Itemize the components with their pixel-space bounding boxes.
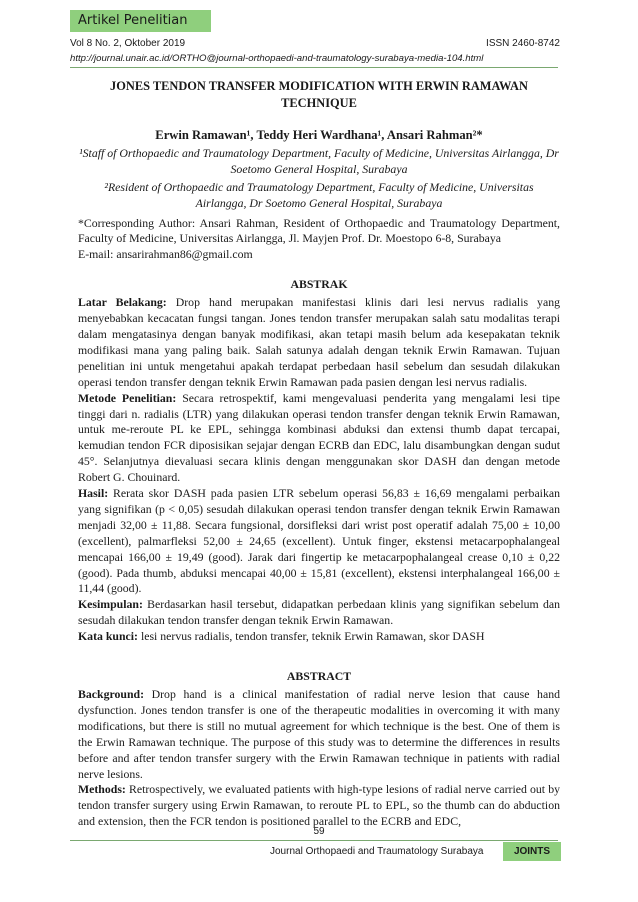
kesimpulan-text: Berdasarkan hasil tersebut, didapatkan perbedaan klinis yang signifikan sebelum dan sesudah dilakukan tendon transfer dengan teknik Erwin Ramawan. [78, 597, 560, 628]
corresponding-author: *Corresponding Author: Ansari Rahman, Resident of Orthopaedic and Traumatology Department, Faculty of Medicine, Universitas Airlangga, Jl. Mayjen Prof. Dr. Moestopo 6-8, Surabaya [78, 215, 560, 246]
header-rule [70, 67, 558, 68]
background-text: Drop hand is a clinical manifestation of radial nerve lesion that cause hand dysfunction. Jones tendon transfer is one of the therapeutic modalities in overcoming it with many modifications, but there is still no mutual agreement for which technique is the best. One of them is the Erwin Ramawan technique. The purpose of this study was to determine the differences in results before and after tendon transfer surgery with the Erwin Ramawan technique in patients with radial nerve lesions. [78, 687, 560, 781]
abstrak-keywords [78, 629, 560, 645]
methods-label: Methods: [78, 782, 126, 797]
abstract-heading: ABSTRACT [286, 669, 352, 684]
article-type-tag: Artikel Penelitian [70, 10, 211, 32]
footer-journal-name: Journal Orthopaedi and Traumatology Surabaya [270, 846, 484, 857]
abstract-methods [78, 782, 560, 830]
volume-info: Vol 8 No. 2, Oktober 2019 [70, 38, 186, 49]
latar-label: Latar Belakang: [78, 295, 167, 310]
kata-text: lesi nervus radialis, tendon transfer, teknik Erwin Ramawan, skor DASH [140, 629, 485, 644]
abstract-background [78, 687, 560, 782]
background-label: Background: [78, 687, 144, 701]
abstrak-latar [78, 295, 560, 390]
latar-text: Drop hand merupakan manifestasi klinis dari lesi nervus radialis yang menyebabkan kecacatan fungsi tangan. Jones tendon transfer merupakan salah satu modalitas terapi dalam mengatasinya dengan banyak modifikasi, akan tetapi masih belum ada kesepakatan teknik modifikasi mana yang paling baik. Salah satunya adalah dengan teknik Erwin Ramawan. Tujuan penelitian ini untuk mengetahui apakah terdapat perbedaan hasil sebelum dan sesudah dilakukan operasi tendon transfer dengan teknik Erwin Ramawan pada pasien dengan lesi nervus radialis. [78, 295, 560, 389]
kesimpulan-label: Kesimpulan: [78, 597, 143, 612]
abstrak-kesimpulan [78, 597, 560, 629]
page-number: 59 [313, 826, 325, 837]
hasil-text: Rerata skor DASH pada pasien LTR sebelum operasi 56,83 ± 16,69 mengalami perbaikan yang signifikan (p < 0,05) sesudah dilakukan operasi tendon transfer dengan teknik Erwin Ramawan menjadi 32,00 ± 11,88. Secara fungsional, dorsifleksi dari wrist post operatif adalah 75,00 ± 10,00 (excellent), palmarfleksi 52,00 ± 24,65 (excellent). Untuk finger, ekstensi metacarpophalangeal mencapai 166,00 ± 19,49 (good). Jarak dari fingertip ke metacarpophalangeal crease 0,10 ± 0,22 (good). Pada thumb, abduksi mencapai 40,00 ± 15,81 (excellent), ekstensi interphalangeal 166,00 ± 11,44 (good). [78, 486, 560, 596]
article-body [78, 78, 560, 830]
paper-title: JONES TENDON TRANSFER MODIFICATION WITH ERWIN RAMAWAN TECHNIQUE [110, 79, 528, 110]
hasil-label: Hasil: [78, 486, 109, 501]
issn: ISSN 2460-8742 [486, 38, 560, 49]
metode-label: Metode Penelitian: [78, 390, 177, 405]
footer-rule [70, 840, 558, 841]
abstrak-hasil [78, 486, 560, 597]
email[interactable]: E-mail: ansarirahman86@gmail.com [78, 247, 253, 262]
kata-label: Kata kunci: [78, 629, 138, 644]
journal-url[interactable]: http://journal.unair.ac.id/ORTHO@journal-orthopaedi-and-traumatology-surabaya-media-104.html [70, 53, 484, 64]
methods-text: Retrospectively, we evaluated patients with high-type lesions of radial nerve carried out by tendon transfer surgery using Erwin Ramawan, to reroute PL to EPL, so the thumb can do abduction and extension, then the FCR tendon is positioned parallel to the ECRB and EDC, [78, 782, 561, 829]
affiliation-1: ¹Staff of Orthopaedic and Traumatology Department, Faculty of Medicine, Universitas Airlangga, Dr Soetomo General Hospital, Surabaya [79, 145, 559, 176]
author-list: Erwin Ramawan¹, Teddy Heri Wardhana¹, Ansari Rahman²* [155, 128, 483, 142]
abstrak-metode [78, 391, 560, 486]
joints-badge: JOINTS [503, 842, 561, 861]
metode-text: Secara retrospektif, kami mengevaluasi penderita yang mengalami lesi tipe tinggi dari n. radialis (LTR) yang dilakukan operasi tendon transfer dengan teknik Erwin Ramawan, untuk me-reroute PL ke EPL, sehingga kombinasi abduksi dan extensi thumb dapat tercapai, kemudian tendon FCR diposisikan sejajar dengan ECRB dan EDC, lalu disambungkan dengan sudut 45°. Selanjutnya dievaluasi secara klinis dengan menggunakan skor DASH dan dengan metode Robert G. Chouinard. [78, 390, 560, 485]
affiliation-2: ²Resident of Orthopaedic and Traumatology Department, Faculty of Medicine, Universitas Airlangga, Dr Soetomo General Hospital, Surabaya [104, 179, 534, 210]
abstrak-heading: ABSTRAK [290, 277, 348, 292]
